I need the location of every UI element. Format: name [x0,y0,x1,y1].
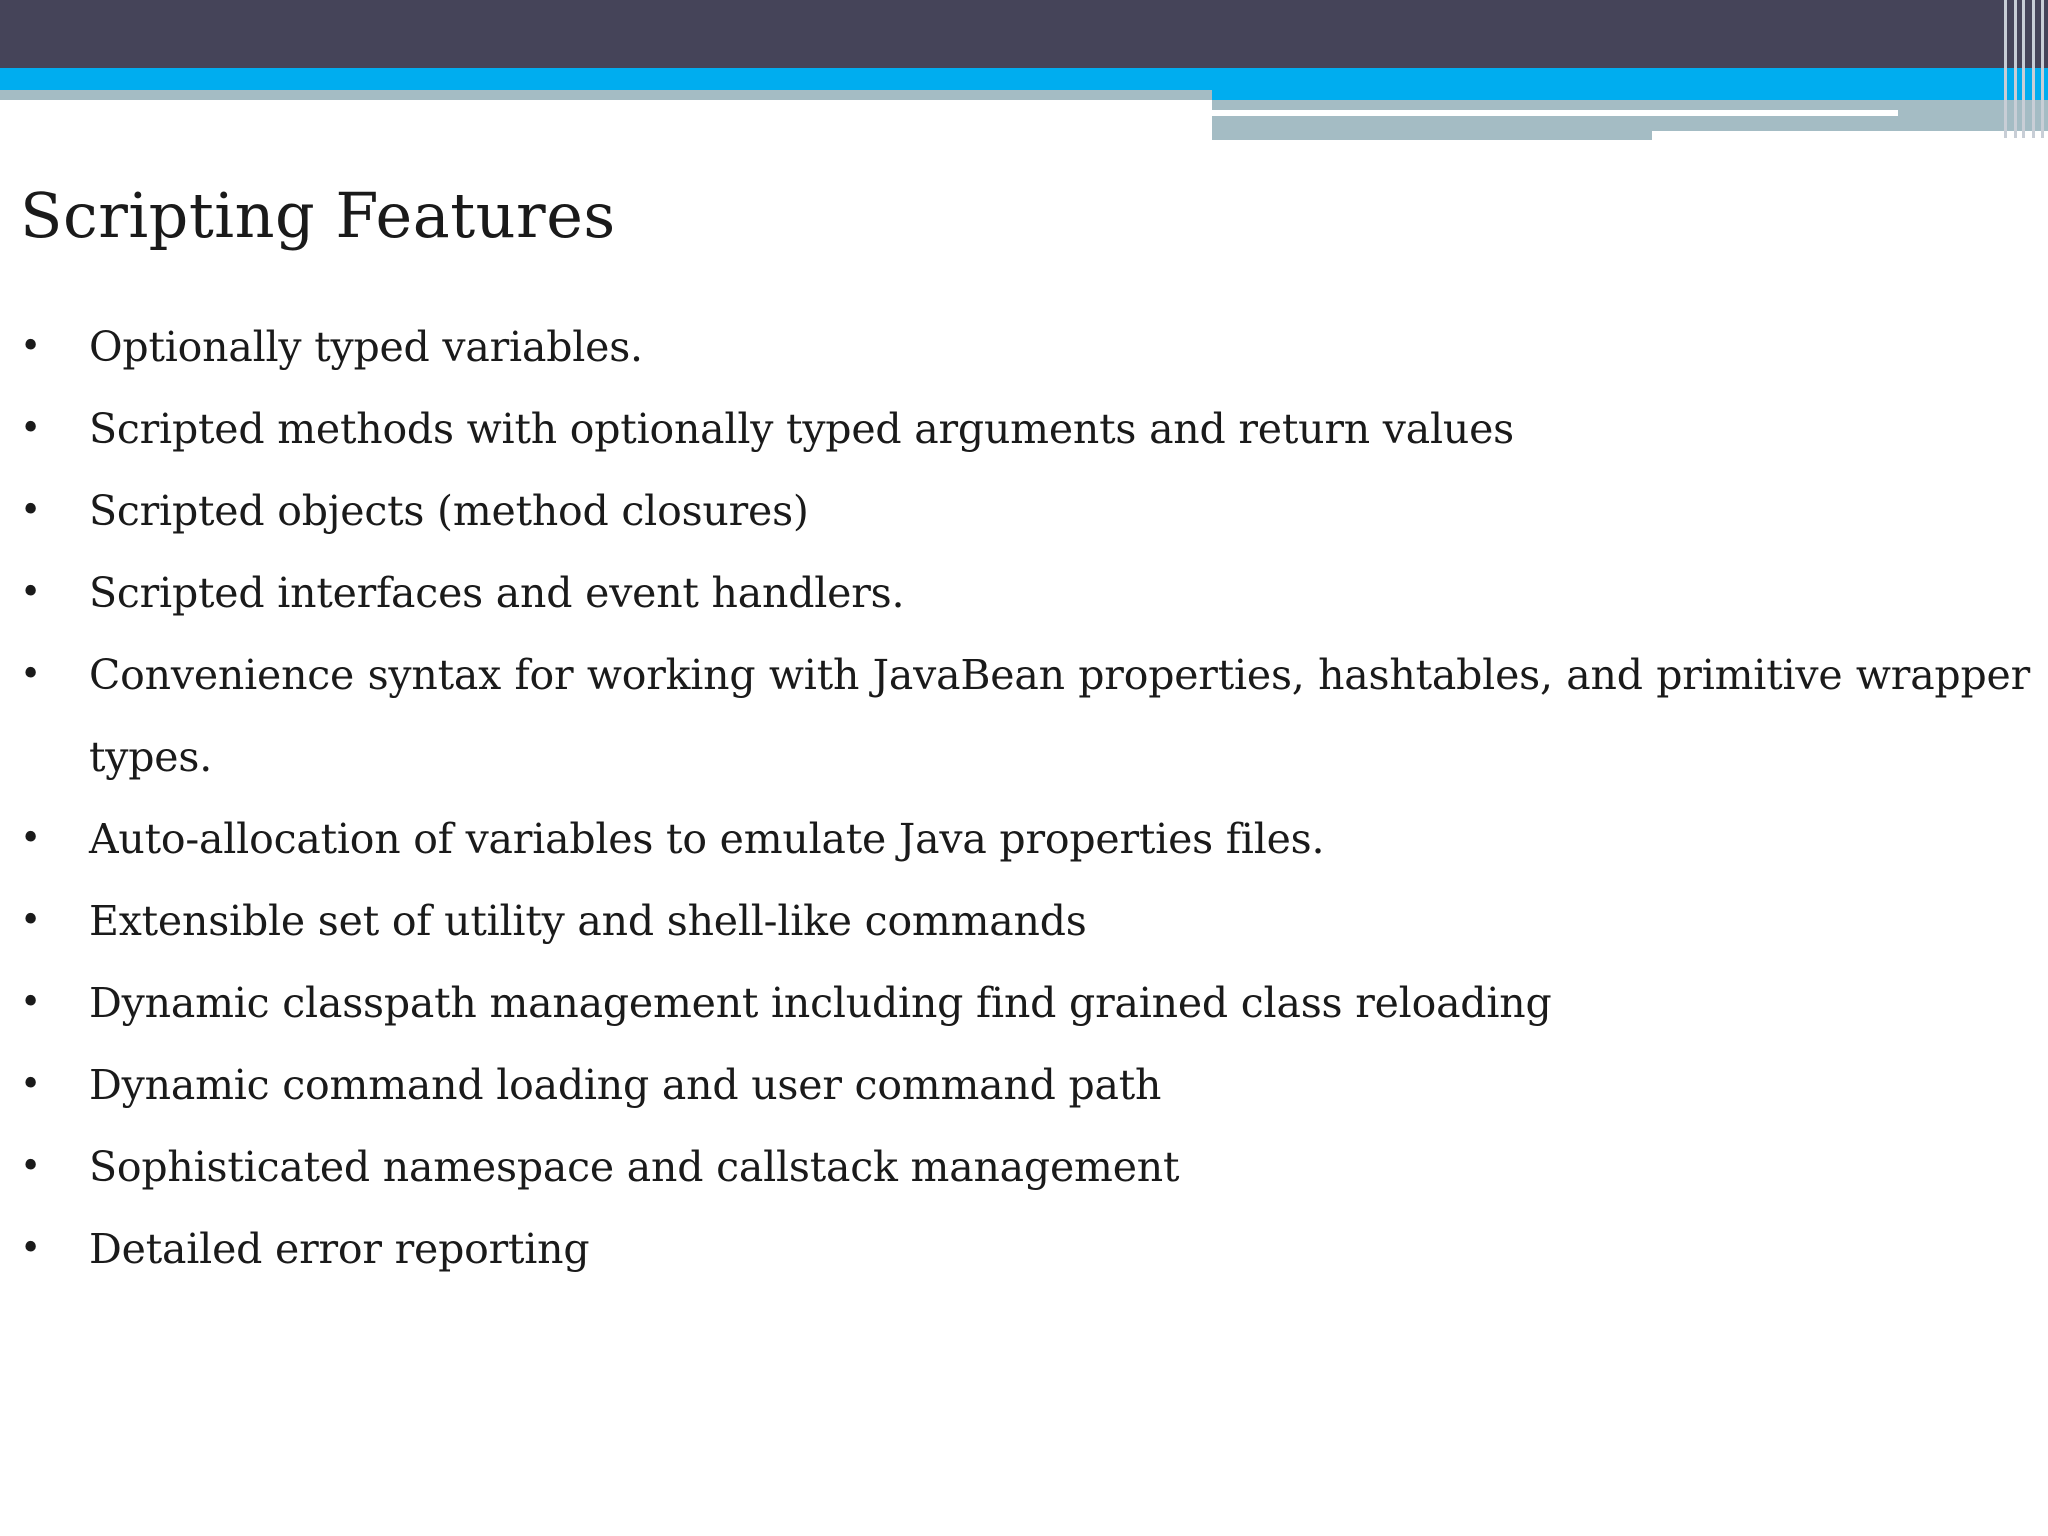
bullet-icon: • [20,1228,42,1269]
header-white-line [1212,110,1898,116]
bullet-text: Scripted interfaces and event handlers. [89,569,905,617]
bullet-icon: • [20,326,42,367]
bullet-text: Sophisticated namespace and callstack management [89,1143,1180,1191]
list-item [20,388,2030,470]
bullet-text: Extensible set of utility and shell-like commands [89,897,1087,945]
bullet-text: Detailed error reporting [89,1225,590,1273]
bullet-text: Optionally typed variables. [89,323,643,371]
list-item [20,962,2030,1044]
list-item [20,1208,2030,1290]
bullet-icon: • [20,900,42,941]
bullet-icon: • [20,818,42,859]
header-dark-band [0,0,2048,68]
bullet-text: Dynamic command loading and user command path [89,1061,1162,1109]
bullet-text: Scripted methods with optionally typed arguments and return values [89,405,1515,453]
bullet-icon: • [20,408,42,449]
bullet-icon: • [20,982,42,1023]
bullet-icon: • [20,1064,42,1105]
list-item [20,634,2030,798]
bullet-icon: • [20,654,42,695]
list-item [20,470,2030,552]
list-item [20,798,2030,880]
header-stripes [2000,0,2048,138]
bullet-text: Scripted objects (method closures) [89,487,809,535]
list-item [20,306,2030,388]
bullet-text: Convenience syntax for working with JavaBean properties, hashtables, and primitive wrapper types. [89,651,2030,781]
bullet-icon: • [20,572,42,613]
header-white-notch [1652,131,2048,140]
list-item [20,1126,2030,1208]
list-item [20,880,2030,962]
header-accent-band-right [1212,90,2048,100]
header-accent-band [0,68,2048,90]
bullet-text: Dynamic classpath management including find grained class reloading [89,979,1552,1027]
header-gray-band-left [0,90,1212,100]
list-item [20,552,2030,634]
list-item [20,1044,2030,1126]
bullet-icon: • [20,1146,42,1187]
slide-title: Scripting Features [20,179,616,252]
bullet-icon: • [20,490,42,531]
bullet-text: Auto-allocation of variables to emulate Java properties files. [89,815,1325,863]
bullet-list [20,306,2030,1290]
